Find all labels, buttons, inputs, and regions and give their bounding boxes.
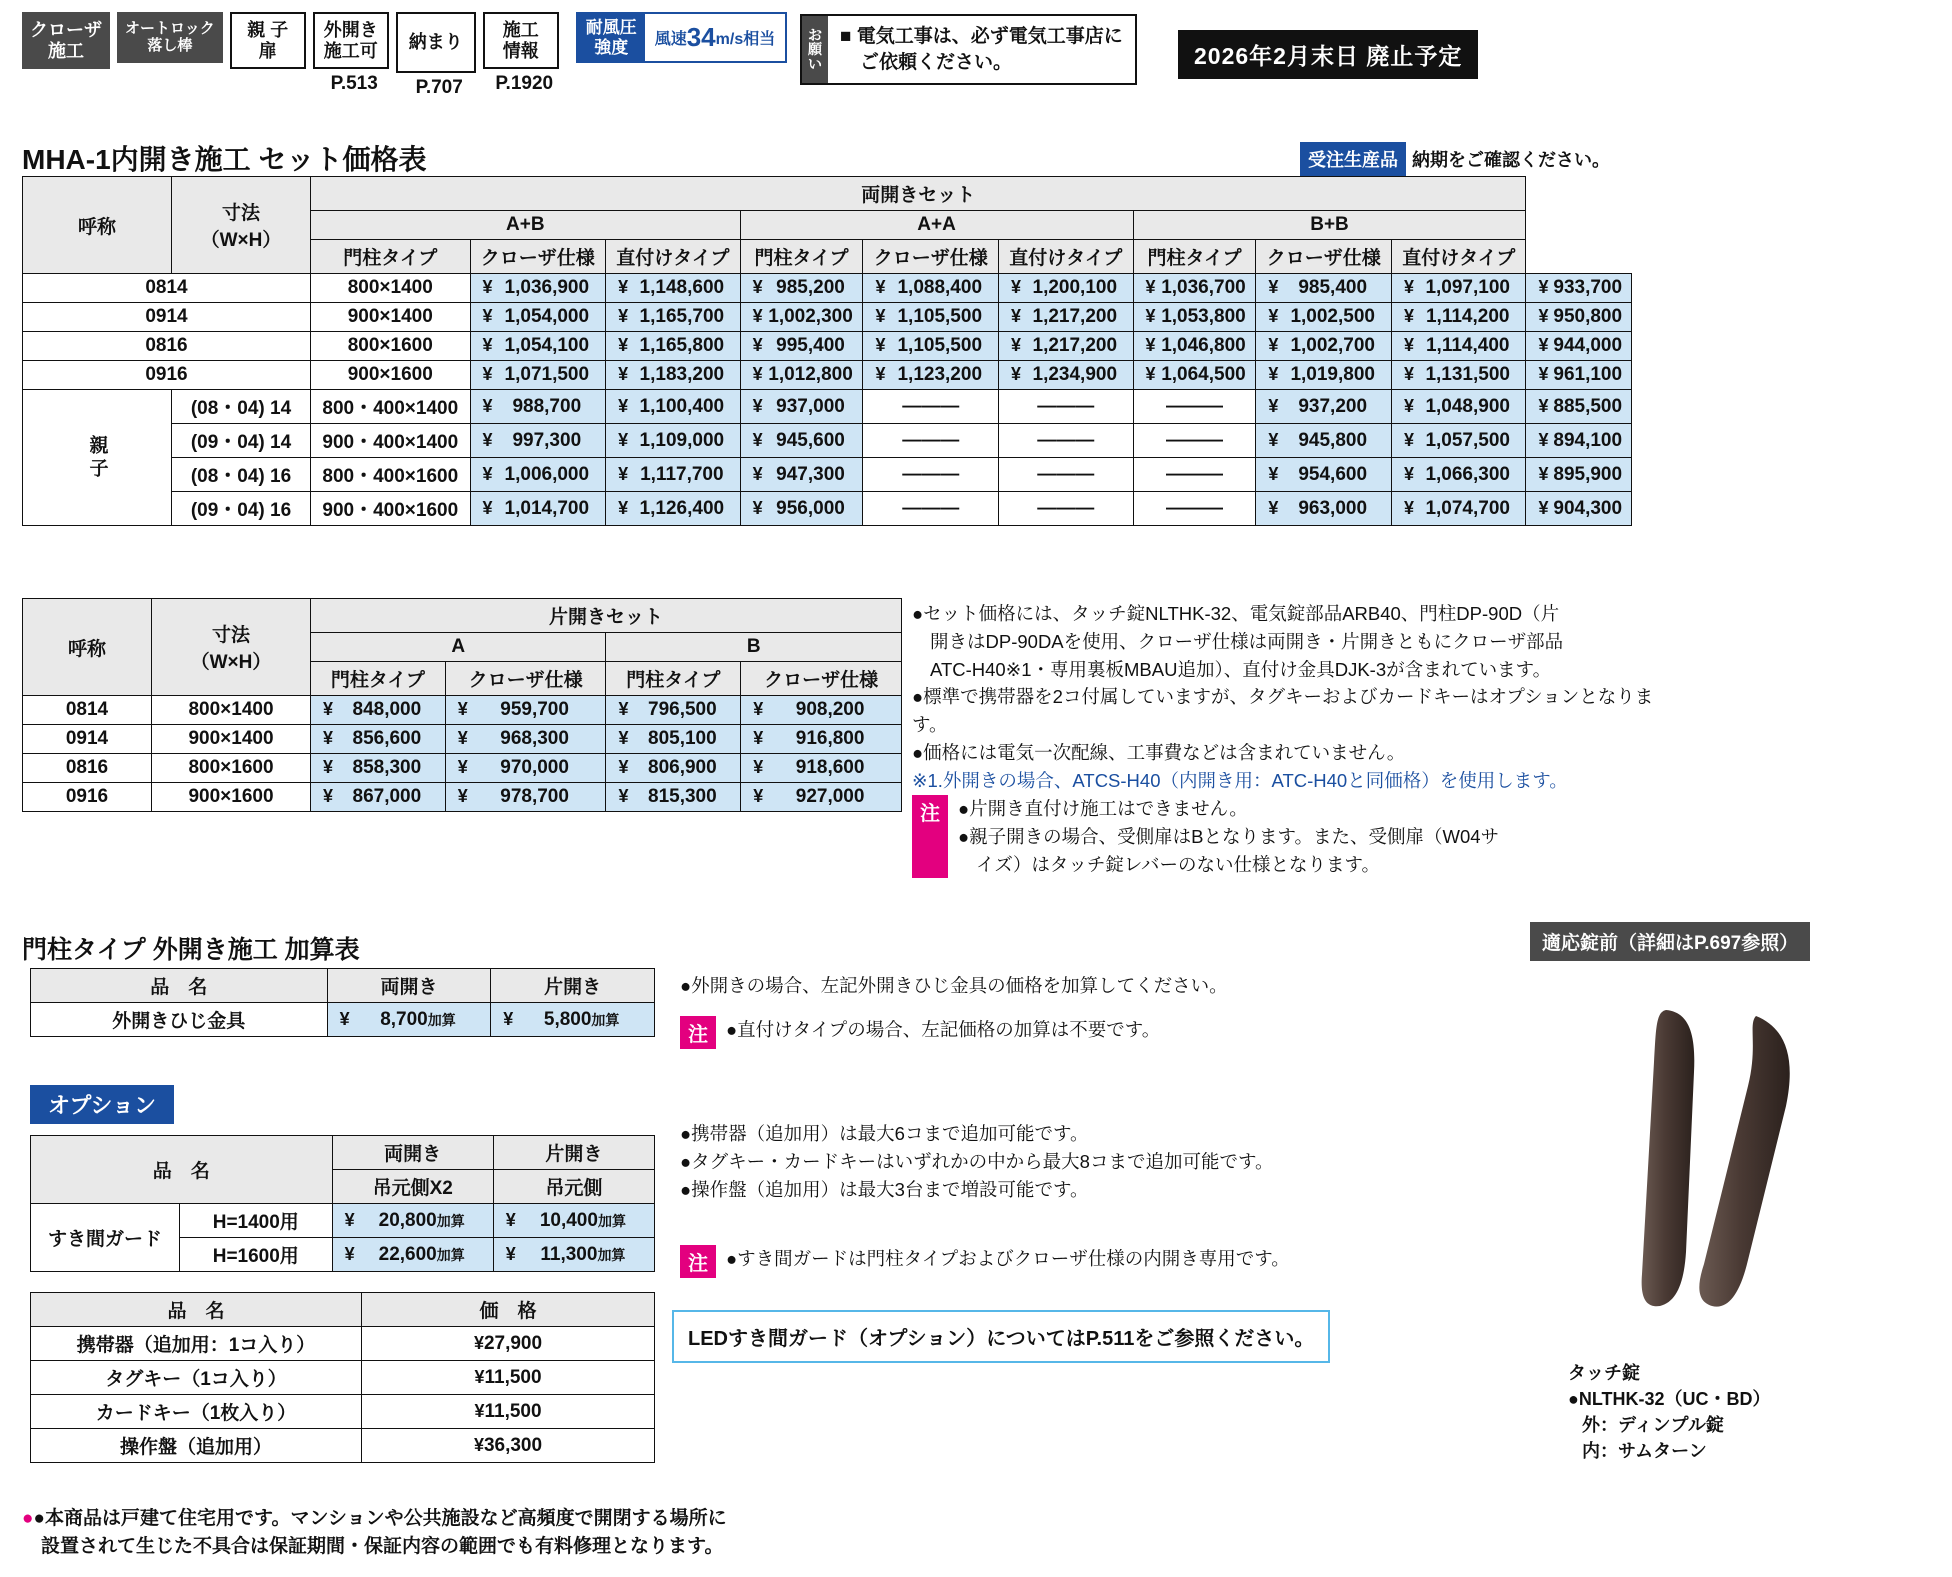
col-single: 片開き bbox=[491, 969, 655, 1003]
notice-label-char: お bbox=[808, 26, 822, 43]
note-line: ATC-H40※1・専用裏板MBAU追加）、直付け金具DJK-3が含まれています。 bbox=[930, 658, 1552, 680]
soto-caution-text: ●直付けタイプの場合、左記価格の加算は不要です。 bbox=[726, 1019, 1161, 1040]
table-row bbox=[23, 361, 1632, 390]
cell-price: ¥ 1,148,600 bbox=[606, 274, 741, 303]
table-row bbox=[23, 783, 902, 812]
table-row bbox=[23, 303, 1632, 332]
order-made-badge: 受注生産品 bbox=[1300, 142, 1406, 176]
cell-price: ¥ 937,200 bbox=[1256, 390, 1392, 424]
soto-note-1: ●外開きの場合、左記外開きひじ金具の価格を加算してください。 bbox=[680, 975, 1228, 996]
order-made-text: 納期をご確認ください。 bbox=[1412, 150, 1610, 170]
subcol-double: 吊元側X2 bbox=[332, 1170, 493, 1204]
option-caution-block bbox=[680, 1245, 1290, 1278]
cell-price: ¥ 937,000 bbox=[740, 390, 863, 424]
table-row bbox=[23, 274, 1632, 303]
notice-text-line: ■ 電気工事は、必ず電気工事店に bbox=[840, 26, 1123, 47]
cell-price: ¥ 1,071,500 bbox=[470, 361, 606, 390]
caution-line: ●親子開きの場合、受側扉はBとなります。また、受側扉（W04サ bbox=[958, 825, 1500, 847]
col-double: 両開き bbox=[332, 1136, 493, 1170]
table-row bbox=[31, 1327, 655, 1361]
cell-price-empty: ——— bbox=[999, 458, 1134, 492]
cell-price: ¥ 1,053,800 bbox=[1133, 303, 1256, 332]
group-A+A: A+A bbox=[740, 211, 1133, 240]
cell-yobisho: 0816 bbox=[23, 332, 311, 361]
tag-sekou bbox=[483, 12, 566, 95]
footer-disclaimer: ●●本商品は戸建て住宅用です。マンションや公共施設など高頻度で開閉する場所に 設置されて生じた不具合は保証期間・保証内容の範囲でも有料修理となります。 bbox=[22, 1505, 727, 1560]
cell-price: ¥ 954,600 bbox=[1256, 458, 1392, 492]
table-row bbox=[23, 754, 902, 783]
cell-price: ¥ 944,000 bbox=[1526, 332, 1632, 361]
wind-prefix: 風速 bbox=[654, 31, 687, 49]
cell-price: ¥ 1,014,700 bbox=[470, 492, 606, 526]
subcol-直付けタイプ: 直付けタイプ bbox=[999, 240, 1134, 274]
footer-line: ●本商品は戸建て住宅用です。マンションや公共施設など高頻度で開閉する場所に bbox=[33, 1508, 727, 1529]
cell-price: ¥ 805,100 bbox=[606, 725, 741, 754]
cell-price: ¥ 933,700 bbox=[1526, 274, 1632, 303]
cell-spec: H=1600用 bbox=[179, 1238, 332, 1272]
group-A+B: A+B bbox=[311, 211, 741, 240]
cell-price-empty: ——— bbox=[863, 492, 999, 526]
note-line: ●標準で携帯器を2コ付属していますが、タグキーおよびカードキーはオプションとなります。 bbox=[912, 686, 1654, 735]
subcol-直付けタイプ: 直付けタイプ bbox=[1391, 240, 1526, 274]
lock-outside: 外：ディンプル錠 bbox=[1582, 1415, 1724, 1436]
cell-price: ¥ 1,109,000 bbox=[606, 424, 741, 458]
lock-caption: タッチ錠 bbox=[1568, 1363, 1640, 1383]
tag-line: クローザ bbox=[30, 20, 102, 40]
set-price-notes bbox=[912, 600, 1672, 794]
subcol-門柱タイプ: 門柱タイプ bbox=[311, 662, 446, 696]
cell-price: ¥ 1,200,100 bbox=[999, 274, 1134, 303]
cell-price-empty: ——— bbox=[1133, 458, 1256, 492]
cell-price: ¥ 895,900 bbox=[1526, 458, 1632, 492]
cell-price: ¥ 947,300 bbox=[740, 458, 863, 492]
subcol-クローザ仕様: クローザ仕様 bbox=[445, 662, 606, 696]
cell-price: ¥ 956,000 bbox=[740, 492, 863, 526]
tag-sotobiraki bbox=[313, 12, 396, 95]
cell-price: ¥ 908,200 bbox=[741, 696, 902, 725]
notice-label-char: 願 bbox=[808, 41, 822, 58]
touch-lock-handle-icon bbox=[1636, 1002, 1856, 1332]
cell-price: ¥ 894,100 bbox=[1526, 424, 1632, 458]
tag-line: 情報 bbox=[502, 40, 539, 61]
cell-item: 携帯器（追加用：1コ入り） bbox=[31, 1327, 362, 1361]
option-price-table bbox=[30, 1292, 655, 1463]
cell-price: ¥ 1,002,700 bbox=[1256, 332, 1392, 361]
top-tag-row bbox=[22, 12, 787, 99]
cell-price: ¥ 1,057,500 bbox=[1391, 424, 1526, 458]
double-open-price-table bbox=[22, 176, 1632, 526]
soto-section-title: 門柱タイプ 外開き施工 加算表 bbox=[22, 936, 360, 964]
cell-price-empty: ——— bbox=[863, 458, 999, 492]
cell-price: ¥ 1,064,500 bbox=[1133, 361, 1256, 390]
request-notice bbox=[800, 14, 1137, 85]
cell-yobisho: 0916 bbox=[23, 783, 152, 812]
lock-illustration bbox=[1636, 1002, 1856, 1337]
tag-line: 落し棒 bbox=[147, 37, 193, 55]
cell-price: ¥ 1,002,300 bbox=[740, 303, 863, 332]
cell-price: ¥ 1,074,700 bbox=[1391, 492, 1526, 526]
cell-price: ¥ 1,002,500 bbox=[1256, 303, 1392, 332]
cell-price: ¥ 985,200 bbox=[740, 274, 863, 303]
cell-price: ¥ 970,000 bbox=[445, 754, 606, 783]
lock-section-header: 適応錠前（詳細はP.697参照） bbox=[1530, 922, 1810, 961]
subcol-クローザ仕様: クローザ仕様 bbox=[741, 662, 902, 696]
tag-closer bbox=[22, 12, 117, 69]
footer-line: 設置されて生じた不具合は保証期間・保証内容の範囲でも有料修理となります。 bbox=[22, 1535, 724, 1557]
cell-price: ¥ 1,123,200 bbox=[863, 361, 999, 390]
soto-addition-table bbox=[30, 968, 655, 1037]
option-note-line: ●操作盤（追加用）は最大3台まで増設可能です。 bbox=[680, 1178, 1089, 1200]
table-row bbox=[31, 1429, 655, 1463]
tag-page-ref: P.1920 bbox=[495, 73, 554, 95]
cell-spec: H=1400用 bbox=[179, 1204, 332, 1238]
caution-badge: 注 bbox=[680, 1016, 716, 1049]
cell-price: ¥ 1,100,400 bbox=[606, 390, 741, 424]
cell-price: ¥36,300 bbox=[362, 1429, 655, 1463]
option-note-line: ●携帯器（追加用）は最大6コまで追加可能です。 bbox=[680, 1123, 1089, 1144]
cell-price: ¥ 806,900 bbox=[606, 754, 741, 783]
cell-sunpo: 900・400×1400 bbox=[311, 424, 471, 458]
note-line: 開きはDP-90DAを使用、クローザ仕様は両開き・片開きともにクローザ部品 bbox=[930, 630, 1564, 652]
cell-price: ¥ 1,036,700 bbox=[1133, 274, 1256, 303]
cell-price: ¥ 1,165,700 bbox=[606, 303, 741, 332]
option-guard-table bbox=[30, 1135, 655, 1272]
cell-price: ¥ 1,117,700 bbox=[606, 458, 741, 492]
cell-price: ¥ 997,300 bbox=[470, 424, 606, 458]
tag-osamari bbox=[396, 12, 483, 99]
cell-price: ¥ 867,000 bbox=[311, 783, 446, 812]
order-made-note bbox=[1300, 142, 1610, 176]
cell-price-single: ¥ 10,400加算 bbox=[493, 1204, 654, 1238]
cell-price: ¥ 945,800 bbox=[1256, 424, 1392, 458]
cell-yobisho: (09・04) 16 bbox=[172, 492, 311, 526]
cell-price: ¥ 1,217,200 bbox=[999, 332, 1134, 361]
table-row bbox=[23, 424, 1632, 458]
cell-sunpo: 900×1600 bbox=[152, 783, 311, 812]
note-line-asterisk: ※1.外開きの場合、ATCS-H40（内開き用：ATC-H40と同価格）を使用します。 bbox=[912, 769, 1568, 791]
tag-line: 外開き bbox=[323, 20, 378, 40]
tag-line: 納まり bbox=[408, 32, 463, 52]
subcol-single: 吊元側 bbox=[493, 1170, 654, 1204]
cell-price-empty: ——— bbox=[863, 424, 999, 458]
table-row bbox=[23, 725, 902, 754]
cell-price-empty: ——— bbox=[1133, 492, 1256, 526]
note-line: ●セット価格には、タッチ錠NLTHK-32、電気錠部品ARB40、門柱DP-90D（片 bbox=[912, 603, 1560, 624]
cell-price: ¥ 1,105,500 bbox=[863, 303, 999, 332]
cell-sunpo: 800×1400 bbox=[152, 696, 311, 725]
table-row bbox=[31, 1395, 655, 1429]
tag-line: 施工可 bbox=[323, 40, 378, 61]
wind-pressure-badge bbox=[576, 12, 788, 63]
cell-item: 操作盤（追加用） bbox=[31, 1429, 362, 1463]
subcol-門柱タイプ: 門柱タイプ bbox=[1133, 240, 1256, 274]
cell-price: ¥ 856,600 bbox=[311, 725, 446, 754]
cell-price: ¥ 959,700 bbox=[445, 696, 606, 725]
cell-price: ¥27,900 bbox=[362, 1327, 655, 1361]
led-reference-note: LEDすき間ガード（オプション）についてはP.511をご参照ください。 bbox=[672, 1310, 1330, 1363]
table-row bbox=[31, 1361, 655, 1395]
cell-price: ¥ 961,100 bbox=[1526, 361, 1632, 390]
cell-price: ¥ 978,700 bbox=[445, 783, 606, 812]
lock-model: ●NLTHK-32（UC・BD） bbox=[1568, 1389, 1771, 1410]
cell-sunpo: 900×1400 bbox=[311, 303, 471, 332]
cell-price: ¥ 1,126,400 bbox=[606, 492, 741, 526]
cell-price: ¥ 968,300 bbox=[445, 725, 606, 754]
cell-item: タグキー（1コ入り） bbox=[31, 1361, 362, 1395]
cell-price-double: ¥ 20,800加算 bbox=[332, 1204, 493, 1238]
cell-price: ¥ 927,000 bbox=[741, 783, 902, 812]
cell-price: ¥ 1,097,100 bbox=[1391, 274, 1526, 303]
cell-price: ¥ 858,300 bbox=[311, 754, 446, 783]
col-sunpo: 寸法 （W×H） bbox=[172, 177, 311, 274]
notice-label-char: い bbox=[808, 55, 822, 72]
cell-price: ¥ 988,700 bbox=[470, 390, 606, 424]
cell-price-double: ¥ 8,700加算 bbox=[327, 1003, 491, 1037]
cell-price: ¥ 963,000 bbox=[1256, 492, 1392, 526]
table-row bbox=[23, 332, 1632, 361]
cell-item: 外開きひじ金具 bbox=[31, 1003, 328, 1037]
cell-price: ¥ 945,600 bbox=[740, 424, 863, 458]
cell-item: カードキー（1枚入り） bbox=[31, 1395, 362, 1429]
cell-yobisho: 0814 bbox=[23, 274, 311, 303]
cell-price: ¥ 848,000 bbox=[311, 696, 446, 725]
lock-inside: 内：サムターン bbox=[1582, 1441, 1707, 1462]
cell-sunpo: 800×1400 bbox=[311, 274, 471, 303]
table-row bbox=[23, 492, 1632, 526]
cell-sunpo: 800・400×1600 bbox=[311, 458, 471, 492]
cell-price: ¥ 796,500 bbox=[606, 696, 741, 725]
discontinue-badge: 2026年2月末日 廃止予定 bbox=[1178, 30, 1478, 79]
cell-price-empty: ——— bbox=[999, 492, 1134, 526]
caution-line: ●片開き直付け施工はできません。 bbox=[958, 798, 1248, 819]
cell-price-empty: ——— bbox=[863, 390, 999, 424]
cell-sunpo: 900・400×1600 bbox=[311, 492, 471, 526]
tag-line: 施工 bbox=[502, 20, 539, 40]
cell-price: ¥11,500 bbox=[362, 1395, 655, 1429]
table-row bbox=[23, 458, 1632, 492]
cell-price: ¥ 1,217,200 bbox=[999, 303, 1134, 332]
cell-price-empty: ——— bbox=[1133, 390, 1256, 424]
col-single: 片開き bbox=[493, 1136, 654, 1170]
cell-price: ¥ 1,046,800 bbox=[1133, 332, 1256, 361]
lock-caption-block bbox=[1568, 1360, 1771, 1464]
table-row bbox=[23, 696, 902, 725]
cell-price: ¥ 1,054,100 bbox=[470, 332, 606, 361]
cell-yobisho: 0814 bbox=[23, 696, 152, 725]
subcol-クローザ仕様: クローザ仕様 bbox=[470, 240, 606, 274]
cell-price: ¥ 904,300 bbox=[1526, 492, 1632, 526]
cell-price: ¥ 1,131,500 bbox=[1391, 361, 1526, 390]
cell-price: ¥11,500 bbox=[362, 1361, 655, 1395]
cell-price: ¥ 885,500 bbox=[1526, 390, 1632, 424]
tag-line: オートロック bbox=[125, 20, 215, 37]
subcol-直付けタイプ: 直付けタイプ bbox=[606, 240, 741, 274]
cell-price-single: ¥ 11,300加算 bbox=[493, 1238, 654, 1272]
cell-price: ¥ 1,054,000 bbox=[470, 303, 606, 332]
cell-price: ¥ 950,800 bbox=[1526, 303, 1632, 332]
option-section-label: オプション bbox=[30, 1085, 174, 1124]
oyako-group-label: 親子 bbox=[23, 390, 172, 526]
tag-page-ref: P.707 bbox=[415, 76, 463, 98]
cell-price: ¥ 985,400 bbox=[1256, 274, 1392, 303]
subcol-門柱タイプ: 門柱タイプ bbox=[311, 240, 471, 274]
cell-price: ¥ 1,048,900 bbox=[1391, 390, 1526, 424]
cell-sunpo: 900×1400 bbox=[152, 725, 311, 754]
group-header-double: 両開きセット bbox=[311, 177, 1526, 211]
group-B: B bbox=[606, 633, 902, 662]
col-item: 品 名 bbox=[31, 1293, 362, 1327]
cell-item-guard: すき間ガード bbox=[31, 1204, 180, 1272]
caution-text bbox=[958, 795, 1499, 878]
col-item: 品 名 bbox=[31, 1136, 333, 1204]
wind-suffix: m/s相当 bbox=[715, 31, 776, 49]
table-row bbox=[31, 1003, 655, 1037]
cell-price: ¥ 1,105,500 bbox=[863, 332, 999, 361]
cell-price: ¥ 1,036,900 bbox=[470, 274, 606, 303]
note-line: ●価格には電気一次配線、工事費などは含まれていません。 bbox=[912, 741, 1406, 763]
wind-value: 34 bbox=[686, 22, 716, 53]
subcol-クローザ仕様: クローザ仕様 bbox=[863, 240, 999, 274]
col-yobisho: 呼称 bbox=[23, 599, 152, 696]
tag-autolock bbox=[117, 12, 230, 63]
soto-caution-block bbox=[680, 1016, 1160, 1049]
table-row bbox=[31, 1204, 655, 1238]
cell-yobisho: 0816 bbox=[23, 754, 152, 783]
caution-badge: 注 bbox=[912, 795, 948, 878]
col-double: 両開き bbox=[327, 969, 491, 1003]
cell-price: ¥ 1,234,900 bbox=[999, 361, 1134, 390]
cell-price: ¥ 1,088,400 bbox=[863, 274, 999, 303]
cell-yobisho: 0914 bbox=[23, 725, 152, 754]
cell-price: ¥ 815,300 bbox=[606, 783, 741, 812]
group-header-single: 片開きセット bbox=[311, 599, 902, 633]
option-caution-text: ●すき間ガードは門柱タイプおよびクローザ仕様の内開き専用です。 bbox=[726, 1248, 1290, 1269]
option-note-line: ●タグキー・カードキーはいずれかの中から最大8コまで追加可能です。 bbox=[680, 1150, 1274, 1172]
cell-price: ¥ 1,019,800 bbox=[1256, 361, 1392, 390]
tag-line: 親 子 bbox=[247, 20, 289, 40]
cell-price: ¥ 916,800 bbox=[741, 725, 902, 754]
tag-line: 施工 bbox=[48, 40, 84, 61]
group-A: A bbox=[311, 633, 606, 662]
cell-price-empty: ——— bbox=[1133, 424, 1256, 458]
cell-price: ¥ 1,114,400 bbox=[1391, 332, 1526, 361]
caution-badge: 注 bbox=[680, 1245, 716, 1278]
wind-label-line: 強度 bbox=[594, 37, 629, 57]
notice-text-line: ご依頼ください。 bbox=[860, 51, 1013, 73]
tag-line: 扉 bbox=[258, 40, 277, 61]
col-item: 品 名 bbox=[31, 969, 328, 1003]
cell-price: ¥ 1,165,800 bbox=[606, 332, 741, 361]
page-title: MHA-1内開き施工 セット価格表 bbox=[22, 144, 427, 175]
subcol-門柱タイプ: 門柱タイプ bbox=[740, 240, 863, 274]
cell-price-empty: ——— bbox=[999, 390, 1134, 424]
cell-price: ¥ 918,600 bbox=[741, 754, 902, 783]
tag-oyako bbox=[230, 12, 313, 69]
cell-sunpo: 900×1600 bbox=[311, 361, 471, 390]
cell-sunpo: 800・400×1400 bbox=[311, 390, 471, 424]
cell-price: ¥ 1,012,800 bbox=[740, 361, 863, 390]
cell-price-single: ¥ 5,800加算 bbox=[491, 1003, 655, 1037]
col-sunpo: 寸法 （W×H） bbox=[152, 599, 311, 696]
cell-price: ¥ 1,183,200 bbox=[606, 361, 741, 390]
group-B+B: B+B bbox=[1133, 211, 1526, 240]
cell-price-empty: ——— bbox=[999, 424, 1134, 458]
tag-page-ref: P.513 bbox=[330, 73, 378, 95]
subcol-クローザ仕様: クローザ仕様 bbox=[1256, 240, 1392, 274]
cell-sunpo: 800×1600 bbox=[311, 332, 471, 361]
cell-price-double: ¥ 22,600加算 bbox=[332, 1238, 493, 1272]
cell-yobisho: 0914 bbox=[23, 303, 311, 332]
cell-price: ¥ 1,066,300 bbox=[1391, 458, 1526, 492]
single-open-price-table bbox=[22, 598, 902, 812]
cell-yobisho: (08・04) 16 bbox=[172, 458, 311, 492]
cell-yobisho: (09・04) 14 bbox=[172, 424, 311, 458]
cell-price: ¥ 1,006,000 bbox=[470, 458, 606, 492]
col-yobisho: 呼称 bbox=[23, 177, 172, 274]
caution-line: イズ）はタッチ錠レバーのない仕様となります。 bbox=[976, 853, 1381, 875]
wind-label-line: 耐風圧 bbox=[585, 18, 637, 37]
table-row bbox=[23, 390, 1632, 424]
cell-price: ¥ 995,400 bbox=[740, 332, 863, 361]
option-notes bbox=[680, 1120, 1460, 1203]
cell-price: ¥ 1,114,200 bbox=[1391, 303, 1526, 332]
cell-yobisho: (08・04) 14 bbox=[172, 390, 311, 424]
subcol-門柱タイプ: 門柱タイプ bbox=[606, 662, 741, 696]
cell-sunpo: 800×1600 bbox=[152, 754, 311, 783]
cell-yobisho: 0916 bbox=[23, 361, 311, 390]
col-price: 価 格 bbox=[362, 1293, 655, 1327]
caution-block bbox=[912, 795, 1672, 878]
